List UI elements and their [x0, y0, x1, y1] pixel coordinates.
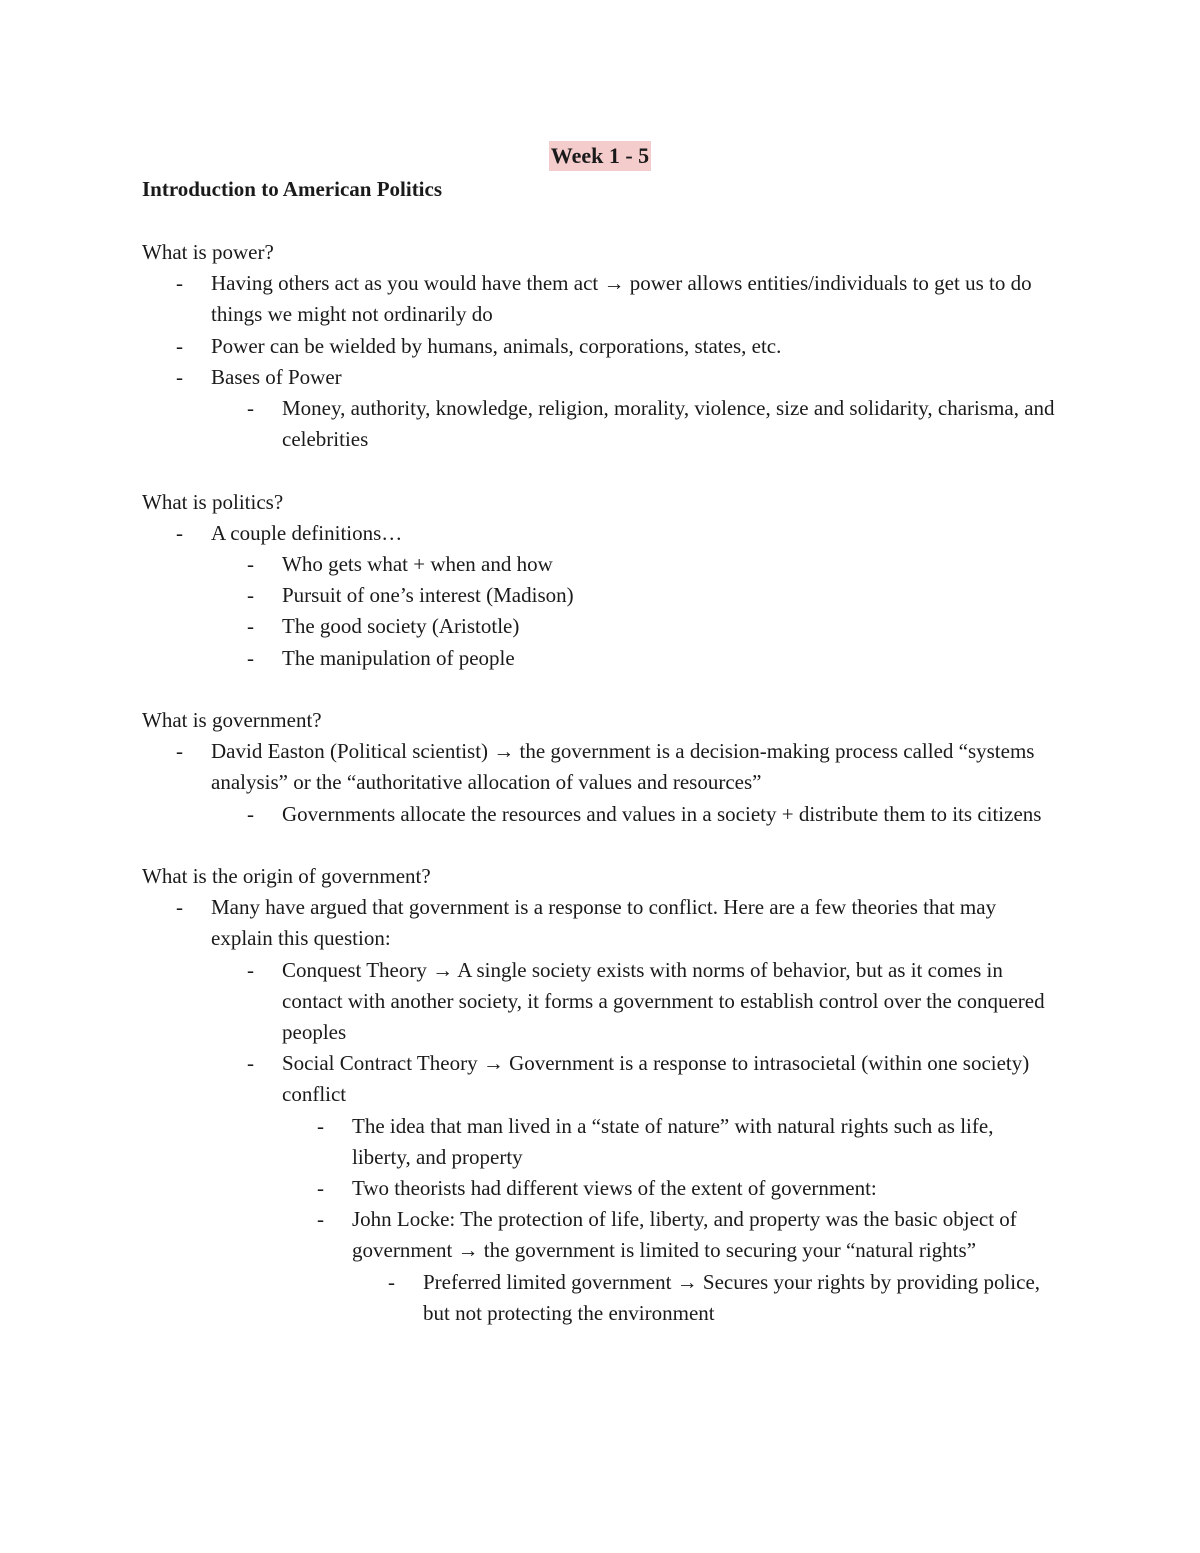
dash-bullet: - [317, 1207, 324, 1232]
list-item-text: The manipulation of people [282, 645, 515, 670]
list-item [142, 892, 1062, 954]
list-item [142, 1048, 1062, 1110]
dash-bullet: - [388, 1269, 395, 1294]
list-item-text: Preferred limited government → Secures your rights by providing police, but not protecting the environment [423, 1269, 1041, 1325]
list-item [142, 362, 1062, 393]
list-item [142, 268, 1062, 330]
document-title: Week 1 - 5 [549, 141, 651, 171]
list-item-text: David Easton (Political scientist) → the government is a decision-making process called “systems analysis” or the “authoritative allocation of values and resources” [211, 739, 1035, 795]
dash-bullet: - [247, 614, 254, 639]
dash-bullet: - [176, 895, 183, 920]
section-heading: What is the origin of government? [142, 864, 431, 889]
section-heading: What is government? [142, 708, 322, 733]
list-item-text: Money, authority, knowledge, religion, morality, violence, size and solidarity, charisma, and celebrities [282, 396, 1055, 452]
document-body [142, 237, 1062, 1329]
list-item [142, 1173, 1062, 1204]
list-item [142, 643, 1062, 674]
list-item [142, 580, 1062, 611]
list-item-text: Having others act as you would have them act → power allows entities/individuals to get us to do things we might not ordinarily do [211, 271, 1032, 327]
bullet-list [142, 518, 1062, 674]
list-item-text: Governments allocate the resources and values in a society + distribute them to its citizens [282, 801, 1042, 826]
list-item-text: A couple definitions… [211, 520, 403, 545]
list-item [142, 518, 1062, 549]
list-item [142, 611, 1062, 642]
list-item [142, 1111, 1062, 1173]
dash-bullet: - [247, 1051, 254, 1076]
list-item-text: Social Contract Theory → Government is a response to intrasocietal (within one society) conflict [282, 1051, 1030, 1107]
list-item-text: Two theorists had different views of the extent of government: [352, 1176, 877, 1201]
dash-bullet: - [176, 520, 183, 545]
list-item-text: Pursuit of one’s interest (Madison) [282, 583, 574, 608]
list-item [142, 1267, 1062, 1329]
list-item-text: The good society (Aristotle) [282, 614, 520, 639]
title-container [142, 141, 1058, 171]
dash-bullet: - [176, 333, 183, 358]
document-subtitle: Introduction to American Politics [142, 177, 443, 201]
dash-bullet: - [247, 645, 254, 670]
list-item-text: John Locke: The protection of life, liberty, and property was the basic object of government → the government is limited to securing your “natural rights” [352, 1207, 1017, 1263]
section-heading: What is politics? [142, 489, 284, 514]
dash-bullet: - [247, 583, 254, 608]
section [142, 237, 1062, 455]
section [142, 705, 1062, 830]
section-heading: What is power? [142, 240, 274, 264]
dash-bullet: - [176, 271, 183, 296]
dash-bullet: - [176, 364, 183, 389]
bullet-list [142, 268, 1062, 455]
bullet-list [142, 892, 1062, 1329]
list-item-text: Many have argued that government is a response to conflict. Here are a few theories that may explain this question: [211, 895, 997, 951]
list-item-text: Bases of Power [211, 364, 342, 389]
list-item [142, 736, 1062, 798]
dash-bullet: - [317, 1176, 324, 1201]
list-item [142, 1204, 1062, 1266]
list-item [142, 331, 1062, 362]
dash-bullet: - [247, 801, 254, 826]
list-item [142, 393, 1062, 455]
list-item-text: Power can be wielded by humans, animals, corporations, states, etc. [211, 333, 782, 358]
dash-bullet: - [247, 552, 254, 577]
section [142, 861, 1062, 1329]
section [142, 487, 1062, 674]
list-item [142, 799, 1062, 830]
list-item [142, 549, 1062, 580]
list-item-text: Who gets what + when and how [282, 552, 553, 577]
dash-bullet: - [247, 396, 254, 421]
dash-bullet: - [317, 1113, 324, 1138]
list-item [142, 955, 1062, 1049]
list-item-text: Conquest Theory → A single society exists with norms of behavior, but as it comes in contact with another society, it forms a government to establish control over the conquered peoples [282, 957, 1045, 1045]
bullet-list [142, 736, 1062, 830]
dash-bullet: - [176, 739, 183, 764]
dash-bullet: - [247, 957, 254, 982]
list-item-text: The idea that man lived in a “state of nature” with natural rights such as life, liberty, and property [352, 1113, 994, 1169]
